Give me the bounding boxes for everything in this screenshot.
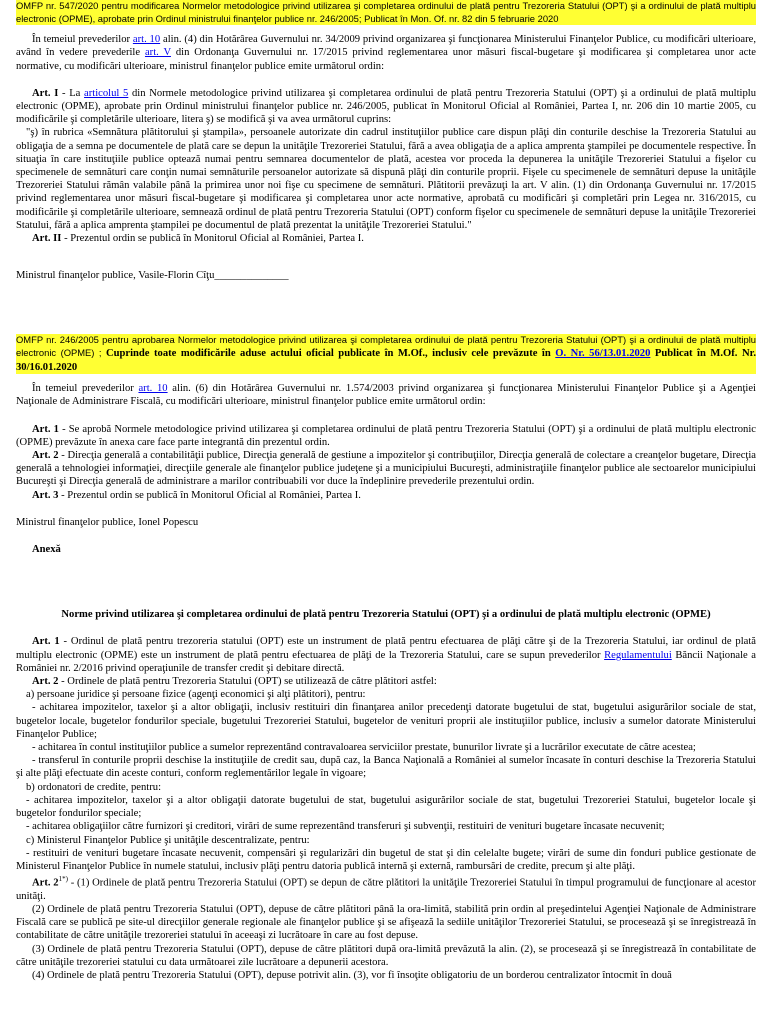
norme-art-2-1-alin-4: (4) Ordinele de plată pentru Trezoreria Statului (OPT), depuse potrivit alin. (3), vor fi însoţite obligatoriu de un borderou centralizator întocmit în două — [32, 970, 672, 982]
norme-art-2-1-alin-2: (2) Ordinele de plată pentru Trezoreria Statului (OPT), depuse de către plătitori până la ora-limită, stabilită prin ordin al preşedintelui Agenţiei Naţionale de Administrare Fiscală care se publică pe site-ul direcţiilor generale regionale ale finanţelor publice şi se afişează la sediile unităţilor Trezoreriei Statului, se procesează şi se înregistrează în contabilitate de către unităţile trezoreriei statului în aceeaşi zi lucrătoare în care au fost depuse. — [16, 904, 756, 942]
doc1-art-1-quote: "ş) în rubrica «Semnătura plătitorului şi ştampila», persoanele autorizate din cadrul instituţiilor publice care dispun plăţi din conturile deschise la Trezoreria Statului au obligaţia de a semna pe documentele de plată care se depun la unităţile Trezoreriei Statului, fără a avea obligaţia de a aplica amprenta ştampilei pe documentele respective. În situaţia în care instituţiile publice optează numai pentru semnarea documentelor de plată, acestea vor proceda la depunerea la unităţile Trezoreriei Statului a fişelor cu specimenele de semnături care conţin numai semnăturile persoanelor autorizate să dispună plăţi din conturile proprii. Fişele cu specimenele de semnături depuse la unităţile Trezoreriei Statului rămân valabile până la primirea unor noi fişe cu specimene de semnături. Plătitorii prevăzuţi la art. V alin. (1) din Ordonanţa Guvernului nr. 17/2015 privind reglementarea unor măsuri fiscal-bugetare şi modificarea şi completarea unor acte normative, aprobată cu modificări şi completări prin Legea nr. 316/2015, cu modificările şi completările ulterioare, semnează ordinul de plată pentru Trezoreria Statului (OPT) conform fişelor cu specimenele de semnături depuse la unităţile Trezoreriei Statului, fără a aplica amprenta ştampilei pe documentul de plată prezentat la unităţile Trezoreriei Statului." — [16, 127, 756, 231]
doc1-preamble: În temeiul prevederilor art. 10 alin. (4) din Hotărârea Guvernului nr. 34/2009 privind organizarea şi funcţionarea Ministerului Finanţelor Publice, cu modificări ulterioare, având în vedere prevederile art. V din Ordonanţa Guvernului nr. 17/2015 privind reglementarea unor măsuri fiscal-bugetare şi modificarea şi completarea unor acte normative, cu modificări ulterioare, ministrul finanţelor publice emite următorul ordin: — [16, 34, 756, 72]
doc1-header: OMFP nr. 547/2020 pentru modificarea Normelor metodologice privind utilizarea şi completarea ordinului de plată pentru Trezoreria Statului (OPT) şi a ordinului de plată multiplu electronic (OPME), aprobate prin Ordinul ministrului finanţelor publice nr. 246/2005; Publicat în Mon. Of. nr. 82 din 5 februarie 2020 — [16, 0, 756, 24]
norme-line: - restituiri de venituri bugetare încasate necuvenit, compensări şi regularizări din bugetul de stat şi din celelalte bugete; virări de sume din fonduri publice gestionate de Ministerul Finanţelor Publice în numele statului, inclusiv plăţi pentru datoria publică internă şi externă, rambursări de credite, precum şi alte plăţi. — [16, 847, 756, 872]
norme-art-1: Art. 1 - Ordinul de plată pentru trezoreria statului (OPT) este un instrument de plată pentru efectuarea de plăţi către şi de la Trezoreria Statului, iar ordinul de plată multiplu electronic (OPME) este un instrument de plată pentru efectuarea de plăţi de la Trezoreria Statului, care se supun prevederilor Regulamentului Băncii Naţionale a României nr. 2/2016 privind operaţiunile de transfer credit şi debitare directă. — [16, 636, 757, 674]
norme-line: - achitarea impozitelor, taxelor şi a altor obligaţii, inclusiv restituiri din finanţarea anilor precedenţi datorate bugetului de stat, bugetului asigurărilor sociale de stat, bugetelor locale, bugetelor fondurilor speciale, bugetului Trezoreriei Statului, bugetelor de venituri proprii ale instituţiilor publice, inclusiv a sumelor datorate Ministerului Finanţelor Publice; — [16, 702, 756, 740]
norme-line: b) ordonatori de credite, pentru: — [26, 781, 162, 793]
link-art-10[interactable]: art. 10 — [132, 34, 161, 46]
doc1-signature: Ministrul finanţelor publice, Vasile-Florin Cîţu______________ — [16, 270, 289, 282]
norme-line: - achitarea în contul instituţiilor publice a sumelor reprezentând contravaloarea serviciilor prestate, bunurilor livrate şi a lucrărilor executate de către acestea; — [32, 742, 696, 754]
doc1-art-2: Art. II - Prezentul ordin se publică în Monitorul Oficial al României, Partea I. — [32, 233, 364, 245]
norme-art-2-1: Art. $2^{1*)} - (1)$ Ordinele de plată pentru Trezoreria Statului (OPT) se depun de către plătitori la unităţile Trezoreriei Statului în timpul programului de funcţionare al acestor unităţi. — [16, 875, 756, 902]
link-art-v[interactable]: art. V — [144, 47, 171, 59]
annex-label: Anexă — [32, 544, 61, 556]
norme-art-2-1-alin-3: (3) Ordinele de plată pentru Trezoreria Statului (OPT), depuse de către plătitori după ora-limită prevăzută la alin. (2), se procesează şi se înregistrează în contabilitate de către unităţile trezoreriei statului cu data următoarei zile lucrătoare a depunerii acestora. — [16, 943, 756, 968]
link-regulamentului[interactable]: Regulamentului — [604, 649, 672, 661]
document-page — [16, 0, 756, 982]
doc2-art-3: Art. 3 - Prezentul ordin se publică în Monitorul Oficial al României, Partea I. — [32, 489, 361, 501]
doc2-art-1: Art. 1 - Se aprobă Normele metodologice privind utilizarea şi completarea ordinului de plată pentru Trezoreria Statului (OPT) şi a ordinului de plată multiplu electronic (OPME) prevăzute în anexa care face parte integrantă din prezentul ordin. — [16, 423, 756, 448]
norme-line: c) Ministerul Finanţelor Publice şi unităţile descentralizate, pentru: — [26, 834, 310, 846]
norme-line: - transferul în conturile proprii deschise la instituţiile de credit sau, după caz, la Banca Naţională a României al sumelor încasate în conturi deschise la Trezoreria Statului şi alte plăţi efectuate din aceste conturi, conform reglementărilor legale în vigoare; — [16, 755, 756, 780]
norme-line: a) persoane juridice şi persoane fizice (agenţi economici şi alţi plătitori), pentru: — [26, 689, 366, 701]
norme-line: - achitarea obligaţiilor către furnizori şi creditori, virări de sume reprezentând transferuri şi subvenţii, restituiri de venituri bugetare încasate necuvenit; — [26, 821, 665, 833]
norme-art-2: Art. 2 - Ordinele de plată pentru Trezoreria Statului (OPT) se utilizează de către plătitori astfel: — [32, 676, 437, 688]
norme-title: Norme privind utilizarea şi completarea ordinului de plată pentru Trezoreria Statului (OPT) şi a ordinului de plată multiplu electronic (OPME) — [61, 609, 711, 621]
link-art-10-hg[interactable]: art. 10 — [138, 383, 168, 395]
doc2-preamble: În temeiul prevederilor art. 10 alin. (6) din Hotărârea Guvernului nr. 1.574/2003 privind organizarea şi funcţionarea Ministerului Finanţelor Publice şi a Agenţiei Naţionale de Administrare Fiscală, cu modificări ulterioare, ministrul finanţelor publice emite următorul ordin: — [16, 383, 756, 408]
norme-line: - achitarea impozitelor, taxelor şi a altor obligaţii datorate bugetului de stat, bugetului asigurărilor sociale de stat, bugetului Trezoreriei Statului, bugetelor locale şi bugetelor fondurilor speciale; — [16, 794, 756, 820]
doc2-signature: Ministrul finanţelor publice, Ionel Popescu — [16, 516, 199, 528]
doc2-art-2: Art. 2 - Direcţia generală a contabilităţii publice, Direcţia generală de gestiune a impozitelor şi contribuţiilor, Direcţia generală de colectare a creanţelor bugetare, Direcţia generală a tehnologiei informaţiei, direcţiile generale ale finanţelor publice judeţene şi a municipiului Bucureşti, administraţiile finanţelor publice ale sectoarelor municipiului Bucureşti şi Direcţia generală de administrare a marilor contribuabili vor duce la îndeplinire prevederile prezentului ordin. — [16, 450, 756, 488]
doc1-art-1: Art. I - La articolul 5 din Normele metodologice privind utilizarea şi completarea ordinului de plată pentru Trezoreria Statului (OPT) şi a ordinului de plată multiplu electronic (OPME), aprobate prin Ordinul ministrului finanţelor publice nr. 246/2005, publicat în Monitorul Oficial al României, Partea I, nr. 206 din 10 martie 2005, cu modificările şi completările ulterioare, litera ş) se modifică şi va avea următorul cuprins: — [16, 87, 756, 126]
link-ordin-56-2020[interactable]: O. Nr. 56/13.01.2020 — [555, 348, 651, 360]
link-articolul-5[interactable]: articolul 5 — [84, 87, 129, 99]
doc2-header: OMFP nr. 246/2005 pentru aprobarea Normelor metodologice privind utilizarea şi completarea ordinului de plată pentru Trezoreria Statului (OPT) şi a ordinului de plată multiplu electronic (OPME) ; Cuprinde toate modificările aduse actului oficial publicate în M.Of., inclusiv cele prevăzute în O. Nr. 56/13.01.2020 Publicat în M.Of. Nr. 30/16.01.2020 — [16, 334, 756, 373]
